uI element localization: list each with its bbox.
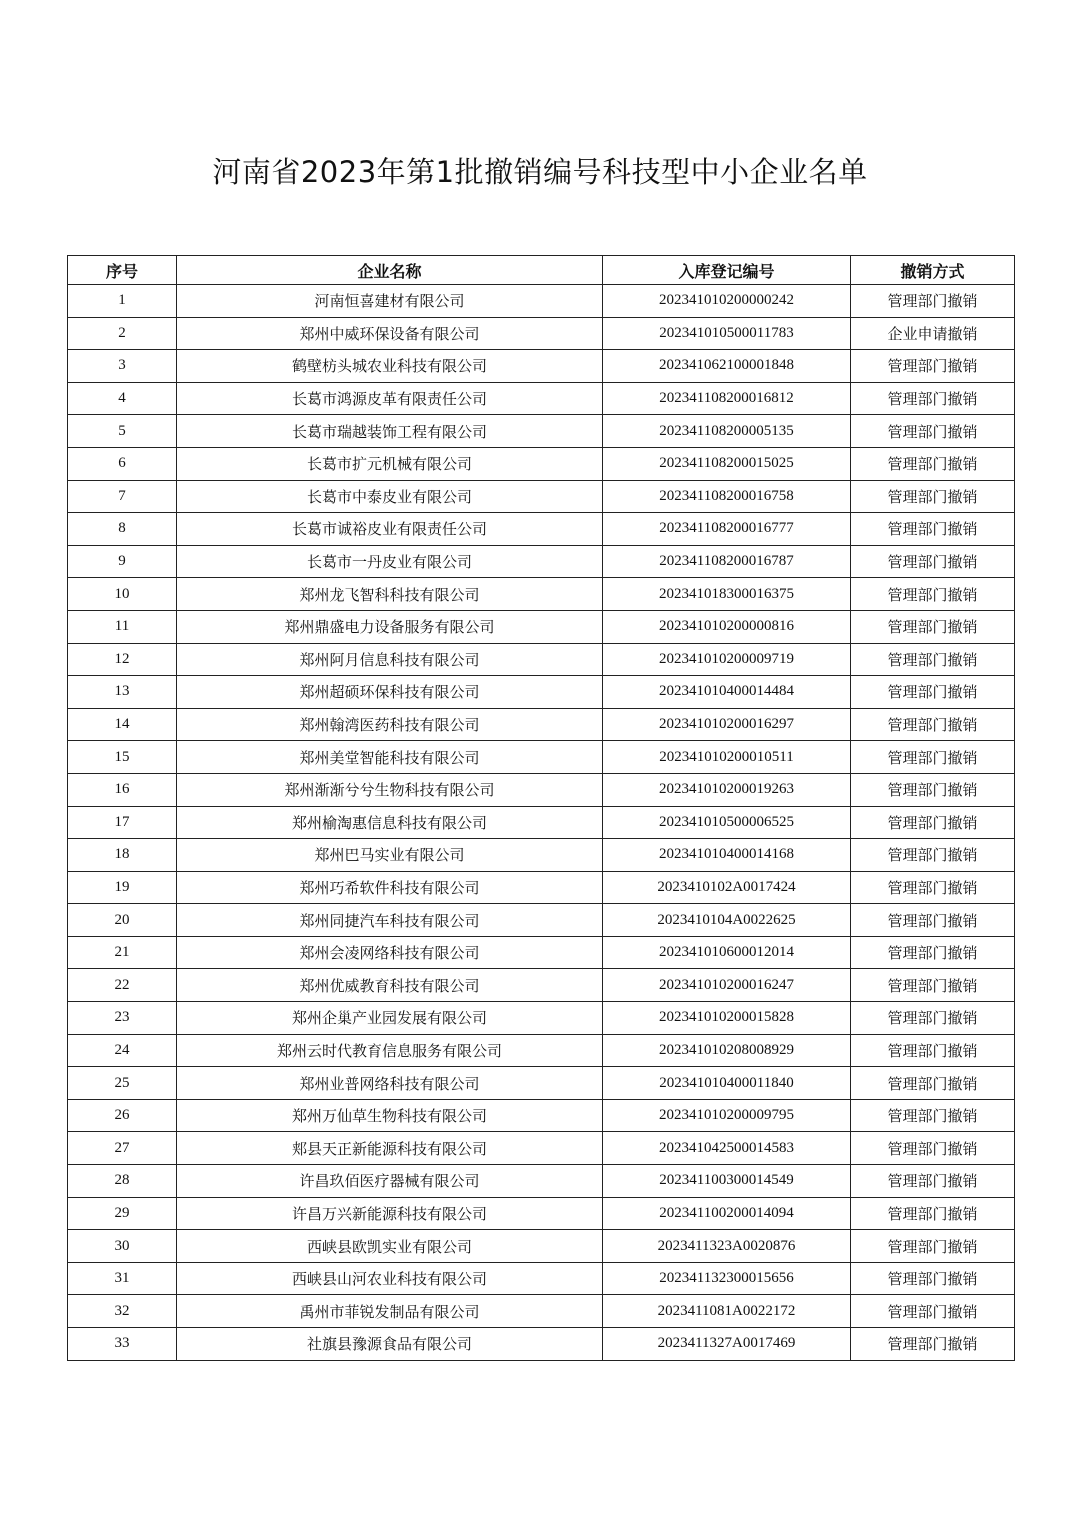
registration-number-cell: 202341010200016247 [603, 969, 851, 1002]
registration-number-cell: 202341010200009795 [603, 1099, 851, 1132]
company-name-cell: 禹州市菲锐发制品有限公司 [177, 1295, 603, 1328]
table-row [68, 676, 1015, 709]
column-header-company-name: 企业名称 [177, 256, 603, 285]
revocation-method-cell: 管理部门撤销 [851, 741, 1015, 774]
header-row [68, 256, 1015, 285]
company-name-cell: 长葛市瑞越装饰工程有限公司 [177, 415, 603, 448]
table-row [68, 1197, 1015, 1230]
registration-number-cell: 202341010500006525 [603, 806, 851, 839]
table-row [68, 1132, 1015, 1165]
column-header-index: 序号 [68, 256, 177, 285]
revocation-method-cell: 管理部门撤销 [851, 1099, 1015, 1132]
revocation-method-cell: 管理部门撤销 [851, 1165, 1015, 1198]
row-index-cell: 28 [68, 1165, 177, 1198]
company-name-cell: 郑州美堂智能科技有限公司 [177, 741, 603, 774]
table-row [68, 839, 1015, 872]
column-header-registration-number: 入库登记编号 [603, 256, 851, 285]
row-index-cell: 33 [68, 1328, 177, 1361]
row-index-cell: 18 [68, 839, 177, 872]
registration-number-cell: 202341010400014484 [603, 676, 851, 709]
row-index-cell: 7 [68, 480, 177, 513]
table-row [68, 936, 1015, 969]
company-name-cell: 西峡县欧凯实业有限公司 [177, 1230, 603, 1263]
registration-number-cell: 202341010200016297 [603, 708, 851, 741]
row-index-cell: 23 [68, 1002, 177, 1035]
table-row [68, 1034, 1015, 1067]
table-row [68, 480, 1015, 513]
table-row [68, 1099, 1015, 1132]
company-name-cell: 社旗县豫源食品有限公司 [177, 1328, 603, 1361]
revocation-method-cell: 管理部门撤销 [851, 969, 1015, 1002]
row-index-cell: 8 [68, 513, 177, 546]
row-index-cell: 32 [68, 1295, 177, 1328]
revocation-method-cell: 管理部门撤销 [851, 1197, 1015, 1230]
table-row [68, 1295, 1015, 1328]
registration-number-cell: 2023410104A0022625 [603, 904, 851, 937]
table-row [68, 806, 1015, 839]
registration-number-cell: 202341010200015828 [603, 1002, 851, 1035]
revocation-method-cell: 管理部门撤销 [851, 936, 1015, 969]
row-index-cell: 30 [68, 1230, 177, 1263]
column-header-revocation-method: 撤销方式 [851, 256, 1015, 285]
row-index-cell: 27 [68, 1132, 177, 1165]
table-row [68, 382, 1015, 415]
table-row [68, 741, 1015, 774]
revocation-method-cell: 管理部门撤销 [851, 1328, 1015, 1361]
registration-number-cell: 202341108200016758 [603, 480, 851, 513]
table-row [68, 969, 1015, 1002]
revocation-method-cell: 管理部门撤销 [851, 578, 1015, 611]
registration-number-cell: 202341108200015025 [603, 447, 851, 480]
company-name-cell: 郑州同捷汽车科技有限公司 [177, 904, 603, 937]
registration-number-cell: 202341042500014583 [603, 1132, 851, 1165]
revocation-method-cell: 管理部门撤销 [851, 839, 1015, 872]
revocation-method-cell: 管理部门撤销 [851, 513, 1015, 546]
row-index-cell: 24 [68, 1034, 177, 1067]
registration-number-cell: 202341010200010511 [603, 741, 851, 774]
table-row [68, 578, 1015, 611]
company-name-cell: 郏县天正新能源科技有限公司 [177, 1132, 603, 1165]
table-row [68, 350, 1015, 383]
company-name-cell: 郑州优威教育科技有限公司 [177, 969, 603, 1002]
registration-number-cell: 202341100200014094 [603, 1197, 851, 1230]
company-name-cell: 郑州榆淘惠信息科技有限公司 [177, 806, 603, 839]
row-index-cell: 19 [68, 871, 177, 904]
revocation-method-cell: 管理部门撤销 [851, 806, 1015, 839]
row-index-cell: 25 [68, 1067, 177, 1100]
table-row [68, 708, 1015, 741]
revocation-method-cell: 管理部门撤销 [851, 1295, 1015, 1328]
company-name-cell: 郑州巧希软件科技有限公司 [177, 871, 603, 904]
table-row [68, 1230, 1015, 1263]
table-row [68, 1165, 1015, 1198]
company-name-cell: 郑州翰湾医药科技有限公司 [177, 708, 603, 741]
company-name-cell: 郑州云时代教育信息服务有限公司 [177, 1034, 603, 1067]
row-index-cell: 13 [68, 676, 177, 709]
revocation-method-cell: 管理部门撤销 [851, 480, 1015, 513]
table-body [68, 285, 1015, 1361]
table-row [68, 871, 1015, 904]
company-name-cell: 长葛市鸿源皮革有限责任公司 [177, 382, 603, 415]
registration-number-cell: 2023410102A0017424 [603, 871, 851, 904]
revocation-method-cell: 管理部门撤销 [851, 676, 1015, 709]
table-header [68, 256, 1015, 285]
row-index-cell: 29 [68, 1197, 177, 1230]
revocation-method-cell: 管理部门撤销 [851, 1002, 1015, 1035]
row-index-cell: 16 [68, 773, 177, 806]
row-index-cell: 2 [68, 317, 177, 350]
revocation-method-cell: 管理部门撤销 [851, 350, 1015, 383]
row-index-cell: 9 [68, 545, 177, 578]
table-row [68, 317, 1015, 350]
table-row [68, 415, 1015, 448]
revocation-method-cell: 管理部门撤销 [851, 610, 1015, 643]
revocation-method-cell: 管理部门撤销 [851, 904, 1015, 937]
table-row [68, 513, 1015, 546]
row-index-cell: 20 [68, 904, 177, 937]
company-name-cell: 鹤壁枋头城农业科技有限公司 [177, 350, 603, 383]
registration-number-cell: 202341010200019263 [603, 773, 851, 806]
revocation-method-cell: 管理部门撤销 [851, 1230, 1015, 1263]
company-name-cell: 河南恒喜建材有限公司 [177, 285, 603, 318]
row-index-cell: 3 [68, 350, 177, 383]
registration-number-cell: 202341100300014549 [603, 1165, 851, 1198]
registration-number-cell: 202341010500011783 [603, 317, 851, 350]
registration-number-cell: 2023411327A0017469 [603, 1328, 851, 1361]
company-name-cell: 郑州企巢产业园发展有限公司 [177, 1002, 603, 1035]
registration-number-cell: 2023411323A0020876 [603, 1230, 851, 1263]
revocation-method-cell: 管理部门撤销 [851, 773, 1015, 806]
company-name-cell: 许昌玖佰医疗器械有限公司 [177, 1165, 603, 1198]
revocation-method-cell: 管理部门撤销 [851, 1132, 1015, 1165]
company-name-cell: 郑州万仙草生物科技有限公司 [177, 1099, 603, 1132]
table-row [68, 447, 1015, 480]
row-index-cell: 4 [68, 382, 177, 415]
company-name-cell: 郑州龙飞智科科技有限公司 [177, 578, 603, 611]
registration-number-cell: 202341010400011840 [603, 1067, 851, 1100]
table-row [68, 904, 1015, 937]
company-name-cell: 郑州会凌网络科技有限公司 [177, 936, 603, 969]
company-name-cell: 郑州业普网络科技有限公司 [177, 1067, 603, 1100]
company-name-cell: 长葛市一丹皮业有限公司 [177, 545, 603, 578]
company-name-cell: 长葛市诚裕皮业有限责任公司 [177, 513, 603, 546]
registration-number-cell: 202341018300016375 [603, 578, 851, 611]
row-index-cell: 31 [68, 1262, 177, 1295]
revocation-method-cell: 管理部门撤销 [851, 447, 1015, 480]
registration-number-cell: 202341108200016812 [603, 382, 851, 415]
row-index-cell: 26 [68, 1099, 177, 1132]
company-name-cell: 郑州鼎盛电力设备服务有限公司 [177, 610, 603, 643]
table-row [68, 1067, 1015, 1100]
revocation-method-cell: 管理部门撤销 [851, 545, 1015, 578]
company-name-cell: 郑州阿月信息科技有限公司 [177, 643, 603, 676]
company-name-cell: 郑州中威环保设备有限公司 [177, 317, 603, 350]
registration-number-cell: 202341132300015656 [603, 1262, 851, 1295]
table-row [68, 610, 1015, 643]
row-index-cell: 22 [68, 969, 177, 1002]
row-index-cell: 1 [68, 285, 177, 318]
table-row [68, 773, 1015, 806]
table-row [68, 285, 1015, 318]
revocation-method-cell: 管理部门撤销 [851, 1262, 1015, 1295]
registration-number-cell: 202341010400014168 [603, 839, 851, 872]
revocation-method-cell: 管理部门撤销 [851, 415, 1015, 448]
company-name-cell: 郑州巴马实业有限公司 [177, 839, 603, 872]
registration-number-cell: 202341108200016787 [603, 545, 851, 578]
row-index-cell: 12 [68, 643, 177, 676]
revocation-method-cell: 管理部门撤销 [851, 1034, 1015, 1067]
company-name-cell: 郑州超硕环保科技有限公司 [177, 676, 603, 709]
company-name-cell: 长葛市中泰皮业有限公司 [177, 480, 603, 513]
revocation-method-cell: 管理部门撤销 [851, 1067, 1015, 1100]
company-name-cell: 西峡县山河农业科技有限公司 [177, 1262, 603, 1295]
revocation-method-cell: 企业申请撤销 [851, 317, 1015, 350]
registration-number-cell: 202341010200009719 [603, 643, 851, 676]
row-index-cell: 15 [68, 741, 177, 774]
page-title: 河南省2023年第1批撤销编号科技型中小企业名单 [212, 155, 868, 189]
revocation-list-table [67, 255, 1015, 1361]
registration-number-cell: 202341010200000816 [603, 610, 851, 643]
table-row [68, 643, 1015, 676]
registration-number-cell: 202341108200005135 [603, 415, 851, 448]
registration-number-cell: 202341010600012014 [603, 936, 851, 969]
row-index-cell: 10 [68, 578, 177, 611]
revocation-method-cell: 管理部门撤销 [851, 708, 1015, 741]
revocation-method-cell: 管理部门撤销 [851, 285, 1015, 318]
company-name-cell: 郑州渐渐兮兮生物科技有限公司 [177, 773, 603, 806]
table-row [68, 1002, 1015, 1035]
registration-number-cell: 2023411081A0022172 [603, 1295, 851, 1328]
row-index-cell: 5 [68, 415, 177, 448]
row-index-cell: 14 [68, 708, 177, 741]
revocation-method-cell: 管理部门撤销 [851, 643, 1015, 676]
registration-number-cell: 202341062100001848 [603, 350, 851, 383]
registration-number-cell: 202341108200016777 [603, 513, 851, 546]
table-row [68, 1262, 1015, 1295]
revocation-method-cell: 管理部门撤销 [851, 382, 1015, 415]
table-row [68, 1328, 1015, 1361]
company-name-cell: 长葛市扩元机械有限公司 [177, 447, 603, 480]
row-index-cell: 6 [68, 447, 177, 480]
table-row [68, 545, 1015, 578]
company-name-cell: 许昌万兴新能源科技有限公司 [177, 1197, 603, 1230]
registration-number-cell: 202341010208008929 [603, 1034, 851, 1067]
row-index-cell: 11 [68, 610, 177, 643]
registration-number-cell: 202341010200000242 [603, 285, 851, 318]
row-index-cell: 21 [68, 936, 177, 969]
row-index-cell: 17 [68, 806, 177, 839]
revocation-method-cell: 管理部门撤销 [851, 871, 1015, 904]
